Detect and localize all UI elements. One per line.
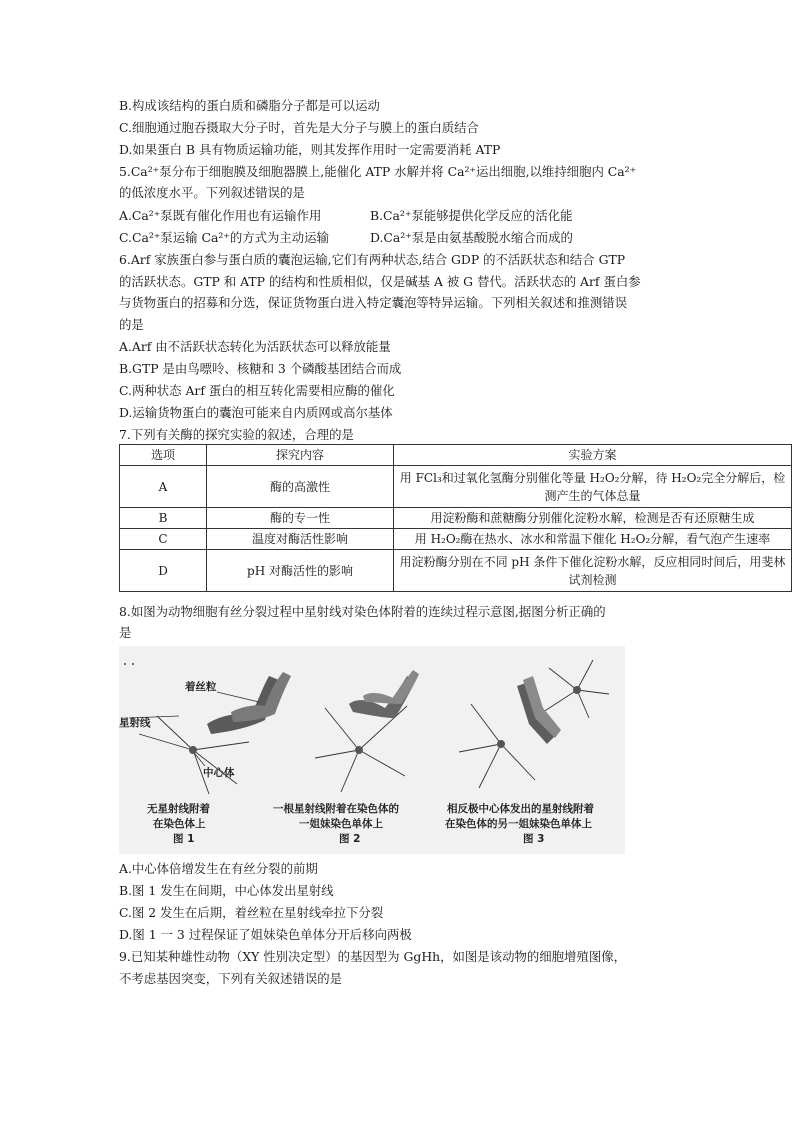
table-cell: pH 对酶活性的影响 (207, 550, 394, 592)
label-ray: 星射线 (119, 717, 151, 729)
caption-2-number: 图 2 (339, 833, 361, 845)
table-cell: 酶的专一性 (207, 508, 394, 529)
table-header: 实验方案 (394, 445, 792, 466)
caption-2-line-2: 一姐妹染色单体上 (299, 818, 383, 830)
caption-3-number: 图 3 (523, 833, 545, 845)
question-9-stem: 9.已知某种雄性动物（XY 性别决定型）的基因型为 GgHh，如图是该动物的细胞增殖图像， (119, 949, 626, 964)
table-cell: 用淀粉酶分别在不同 pH 条件下催化淀粉水解，反应相同时间后，用斐林试剂检测 (394, 550, 792, 592)
table-header-row (120, 445, 792, 466)
table-cell: 用淀粉酶和蔗糖酶分别催化淀粉水解，检测是否有还原糖生成 (394, 508, 792, 529)
option-4b: B.构成该结构的蛋白质和磷脂分子都是可以运动 (119, 98, 380, 113)
question-8-stem: 8.如图为动物细胞有丝分裂过程中星射线对染色体附着的连续过程示意图,据图分析正确的 (119, 604, 606, 619)
option-5d: D.Ca²⁺泵是由氨基酸脱水缩合而成的 (370, 230, 573, 245)
question-9-stem-cont: 不考虑基因突变，下列有关叙述错误的是 (119, 971, 343, 986)
option-6a: A.Arf 由不活跃状态转化为活跃状态可以释放能量 (119, 339, 391, 354)
table-row (120, 529, 792, 550)
question-8-stem-cont: 是 (119, 625, 132, 640)
centrosome-1 (189, 746, 197, 754)
table-cell: 温度对酶活性影响 (207, 529, 394, 550)
table-row (120, 466, 792, 508)
caption-2-line-1: 一根星射线附着在染色体的 (273, 803, 399, 815)
caption-1-line-2: 在染色体上 (153, 818, 206, 830)
question-6-stem-2: 的活跃状态。GTP 和 ATP 的结构和性质相似，仅是碱基 A 被 G 替代。活跃状态的 Arf 蛋白参 (119, 274, 641, 289)
question-7-stem: 7.下列有关酶的探究实验的叙述，合理的是 (119, 427, 354, 442)
mitosis-diagram (119, 646, 625, 854)
centrosome-2 (355, 746, 363, 754)
caption-3-line-2: 在染色体的另一姐妹染色单体上 (445, 818, 592, 830)
table-cell: A (120, 466, 207, 508)
option-4d: D.如果蛋白 B 具有物质运输功能，则其发挥作用时一定需要消耗 ATP (119, 142, 501, 157)
mitosis-figure (119, 646, 625, 854)
experiment-table (119, 444, 792, 592)
option-8d: D.图 1 一 3 过程保证了姐妹染色单体分开后移向两极 (119, 927, 412, 942)
table-header: 探究内容 (207, 445, 394, 466)
panel-3 (445, 660, 609, 845)
question-5-stem: 5.Ca²⁺泵分布于细胞膜及细胞器膜上,能催化 ATP 水解并将 Ca²⁺运出细胞,以维持细胞内 Ca²⁺ (119, 164, 637, 179)
table-cell: B (120, 508, 207, 529)
table-cell: 用 H₂O₂酶在热水、冰水和常温下催化 H₂O₂分解，看气泡产生速率 (394, 529, 792, 550)
table-cell: C (120, 529, 207, 550)
table-cell: D (120, 550, 207, 592)
table-cell: 用 FCl₃和过氧化氢酶分别催化等量 H₂O₂分解，待 H₂O₂完全分解后，检测产生的气体总量 (394, 466, 792, 508)
option-6b: B.GTP 是由鸟嘌呤、核糖和 3 个磷酸基团结合而成 (119, 361, 402, 376)
table-cell: 酶的高激性 (207, 466, 394, 508)
panel-1 (119, 672, 291, 845)
option-5b: B.Ca²⁺泵能够提供化学反应的活化能 (370, 208, 573, 223)
option-6d: D.运输货物蛋白的囊泡可能来自内质网或高尔基体 (119, 405, 393, 420)
question-6-stem-4: 的是 (119, 317, 144, 332)
option-5a: A.Ca²⁺泵既有催化作用也有运输作用 (119, 208, 322, 223)
caption-1-number: 图 1 (173, 833, 195, 845)
question-5-stem-cont: 的低浓度水平。下列叙述错误的是 (119, 185, 305, 200)
table-header: 选项 (120, 445, 207, 466)
panel-2 (273, 670, 419, 845)
caption-3-line-1: 相反极中心体发出的星射线附着 (447, 803, 594, 815)
question-6-stem-3: 与货物蛋白的招募和分选，保证货物蛋白进入特定囊泡等特异运输。下列相关叙述和推测错误 (119, 295, 628, 310)
caption-1-line-1: 无星射线附着 (147, 803, 210, 815)
centrosome-3a (497, 740, 505, 748)
table-row (120, 508, 792, 529)
label-centrosome: 中心体 (203, 767, 235, 779)
centrosome-3b (573, 686, 581, 694)
option-5c: C.Ca²⁺泵运输 Ca²⁺的方式为主动运输 (119, 230, 329, 245)
option-8b: B.图 1 发生在间期，中心体发出星射线 (119, 883, 334, 898)
question-6-stem: 6.Arf 家族蛋白参与蛋白质的囊泡运输,它们有两种状态,结合 GDP 的不活跃状态和结合 GTP (119, 252, 626, 267)
label-centromere: 着丝粒 (185, 681, 217, 693)
option-8c: C.图 2 发生在后期，着丝粒在星射线牵拉下分裂 (119, 905, 384, 920)
table-row (120, 550, 792, 592)
option-6c: C.两种状态 Arf 蛋白的相互转化需要相应酶的催化 (119, 383, 395, 398)
option-4c: C.细胞通过胞吞摄取大分子时，首先是大分子与膜上的蛋白质结合 (119, 120, 479, 135)
option-8a: A.中心体倍增发生在有丝分裂的前期 (119, 861, 318, 876)
